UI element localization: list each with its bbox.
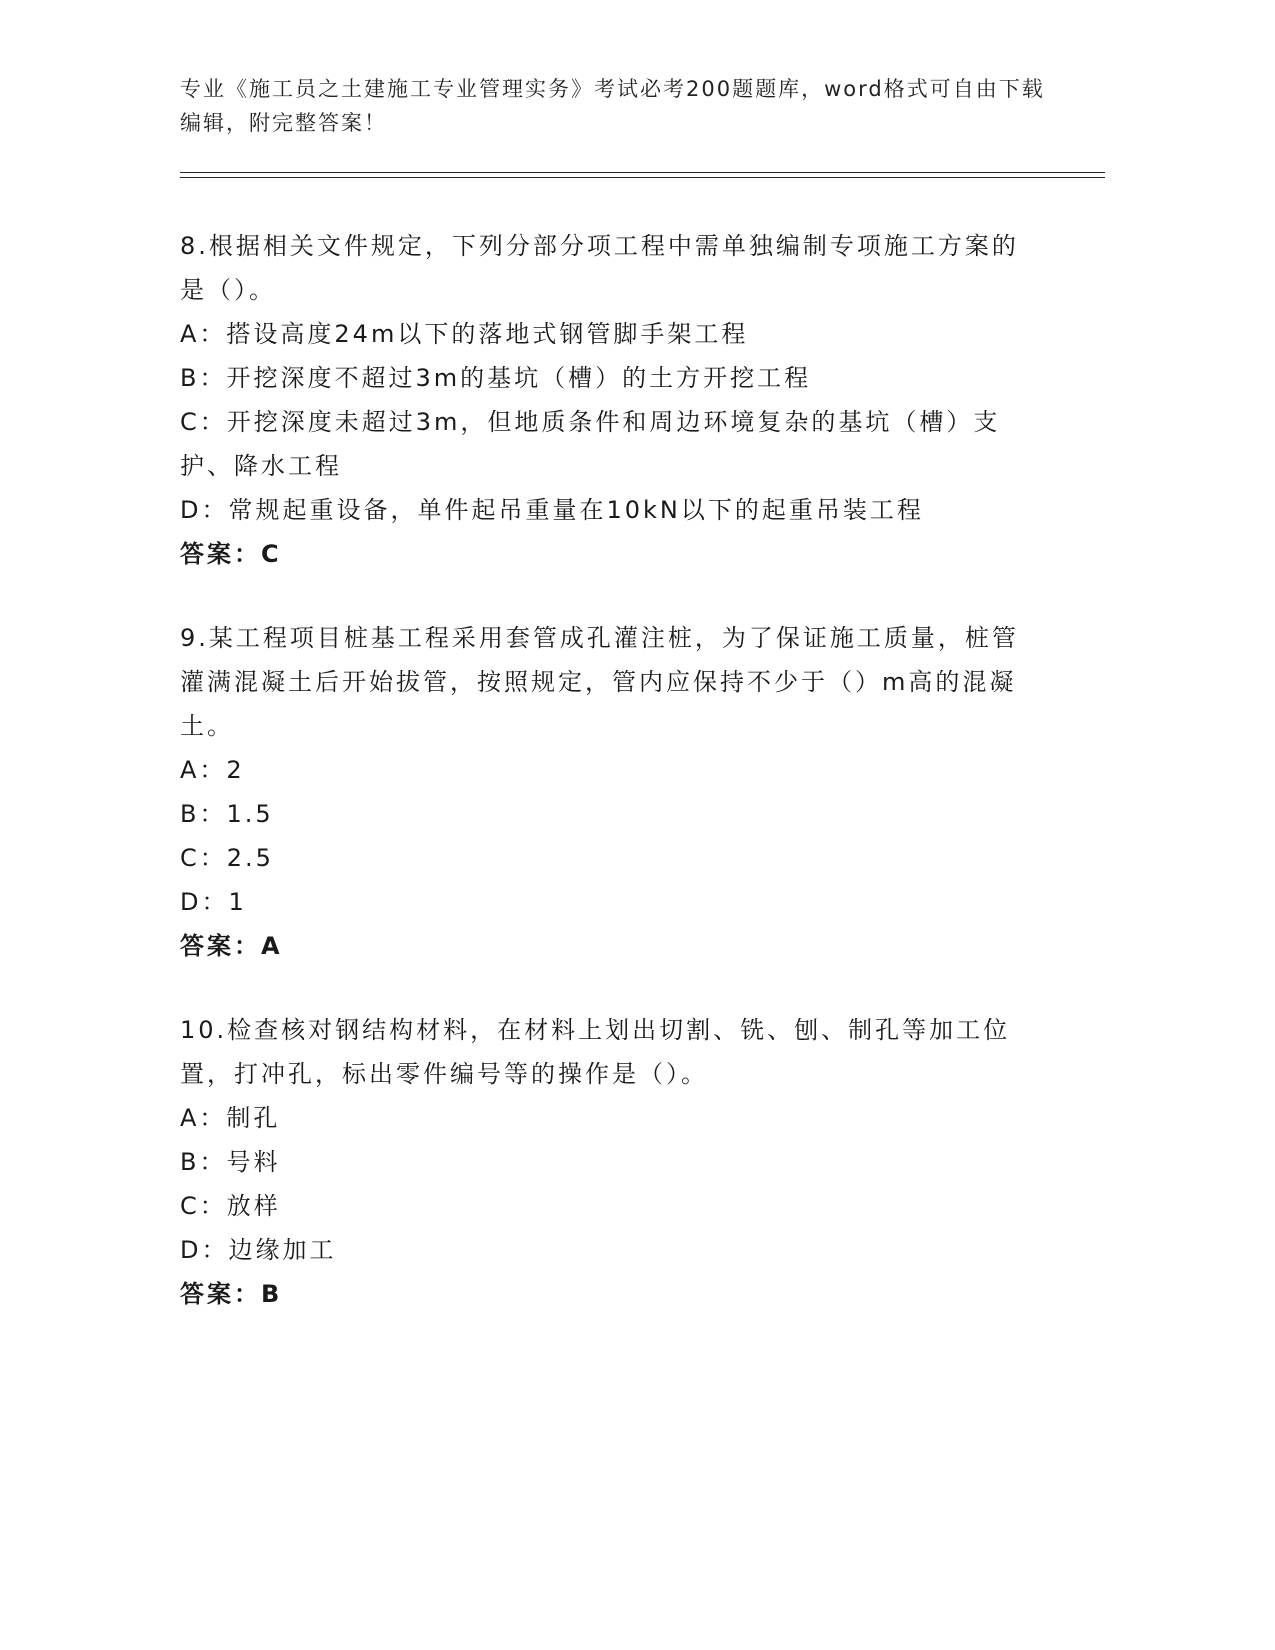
option-d: D：边缘加工 bbox=[180, 1236, 337, 1264]
answer-line: 答案：C bbox=[180, 540, 282, 568]
option-d: D：常规起重设备，单件起吊重量在10kN以下的起重吊装工程 bbox=[180, 496, 924, 524]
option-b: B：号料 bbox=[180, 1148, 281, 1176]
option-a: A：搭设高度24m以下的落地式钢管脚手架工程 bbox=[180, 320, 749, 348]
question-10 bbox=[180, 1008, 1060, 1316]
answer-line: 答案：A bbox=[180, 932, 283, 960]
option-b: B：1.5 bbox=[180, 800, 274, 828]
question-9 bbox=[180, 616, 1060, 968]
option-c: C：2.5 bbox=[180, 844, 274, 872]
option-a: A：2 bbox=[180, 756, 245, 784]
option-b: B：开挖深度不超过3m的基坑（槽）的土方开挖工程 bbox=[180, 364, 812, 392]
option-c: C：开挖深度未超过3m，但地质条件和周边环境复杂的基坑（槽）支护、降水工程 bbox=[180, 408, 1001, 480]
question-8 bbox=[180, 224, 1060, 576]
answer-line: 答案：B bbox=[180, 1280, 283, 1308]
document-header: 专业《施工员之土建施工专业管理实务》考试必考200题题库，word格式可自由下载编辑，附完整答案！ bbox=[180, 77, 1045, 135]
header-divider-bottom bbox=[180, 177, 1105, 178]
question-stem: 9.某工程项目桩基工程采用套管成孔灌注桩，为了保证施工质量，桩管灌满混凝土后开始拔管，按照规定，管内应保持不少于（）m高的混凝土。 bbox=[180, 624, 1019, 740]
question-stem: 10.检查核对钢结构材料，在材料上划出切割、铣、刨、制孔等加工位置，打冲孔，标出零件编号等的操作是（）。 bbox=[180, 1016, 1011, 1088]
question-stem: 8.根据相关文件规定，下列分部分项工程中需单独编制专项施工方案的是（）。 bbox=[180, 232, 1019, 304]
option-d: D：1 bbox=[180, 888, 247, 916]
header-divider-top bbox=[180, 172, 1105, 173]
option-a: A：制孔 bbox=[180, 1104, 281, 1132]
option-c: C：放样 bbox=[180, 1192, 281, 1220]
